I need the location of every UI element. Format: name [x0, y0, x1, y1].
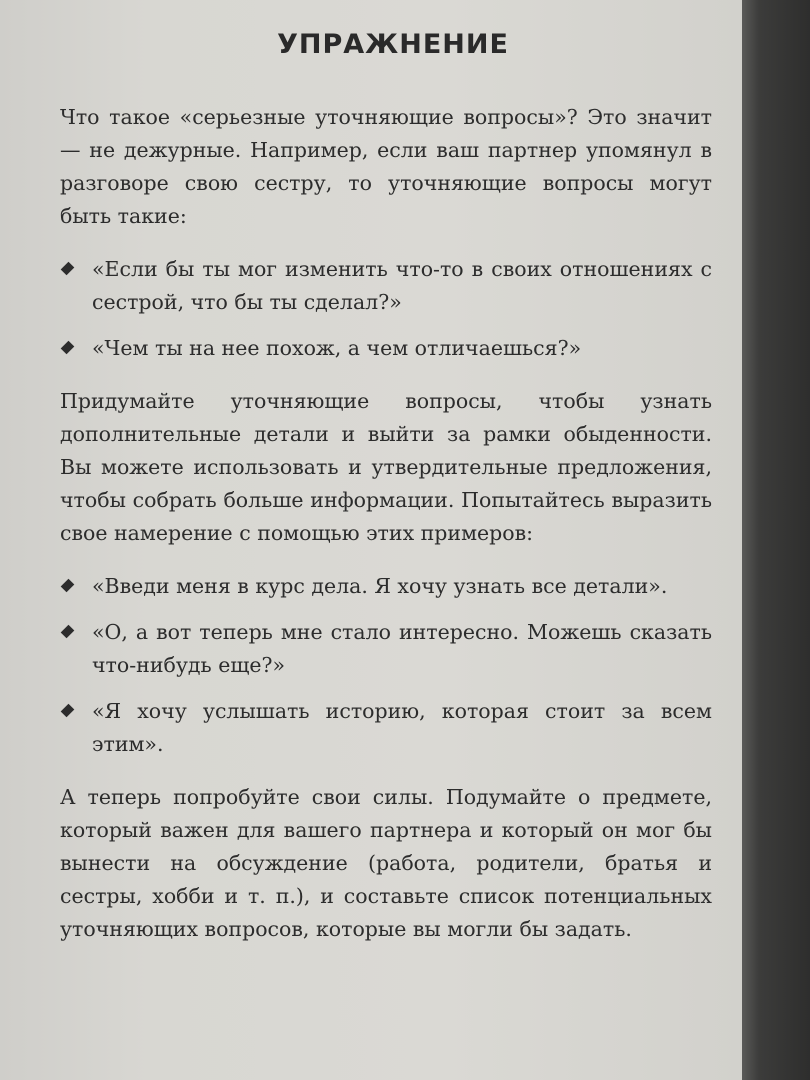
- diamond-bullet-icon: [61, 262, 75, 276]
- bullet-list-2: [60, 570, 712, 761]
- bullet-list-1: [60, 253, 712, 365]
- list-item: [60, 695, 712, 761]
- list-item: [60, 253, 712, 319]
- list-item-text: «О, а вот теперь мне стало интересно. Можешь сказать что-нибудь еще?»: [92, 620, 712, 677]
- list-item-text: «Я хочу услышать историю, которая стоит за всем этим».: [92, 699, 712, 756]
- diamond-bullet-icon: [61, 341, 75, 355]
- paragraph-intro: Что такое «серьезные уточняющие вопросы»? Это значит — не дежурные. Например, если ваш партнер упомянул в разговоре свою сестру, то уточняющие вопросы могут быть такие:: [60, 105, 712, 228]
- paragraph-task: А теперь попробуйте свои силы. Подумайте о предмете, который важен для вашего партнера и который он мог бы вынести на обсуждение (работа, родители, братья и сестры, хобби и т. п.), и составьте список потенциальных уточняющих вопросов, которые вы могли бы задать.: [60, 785, 712, 941]
- page-content: [60, 22, 712, 966]
- list-item-text: «Если бы ты мог изменить что-то в своих отношениях с сестрой, что бы ты сделал?»: [92, 257, 712, 314]
- list-item-text: «Чем ты на нее похож, а чем отличаешься?»: [92, 336, 582, 360]
- list-item: [60, 332, 712, 365]
- list-item-text: «Введи меня в курс дела. Я хочу узнать все детали».: [92, 574, 668, 598]
- paragraph-instructions: Придумайте уточняющие вопросы, чтобы узнать дополнительные детали и выйти за рамки обыденности. Вы можете использовать и утвердительные предложения, чтобы собрать больше информации. Попытайтесь выразить свое намерение с помощью этих примеров:: [60, 389, 712, 545]
- list-item: [60, 570, 712, 603]
- diamond-bullet-icon: [61, 579, 75, 593]
- page-edge-shadow: [742, 0, 810, 1080]
- diamond-bullet-icon: [61, 704, 75, 718]
- diamond-bullet-icon: [61, 625, 75, 639]
- page-title: УПРАЖНЕНИЕ: [277, 29, 509, 60]
- list-item: [60, 616, 712, 682]
